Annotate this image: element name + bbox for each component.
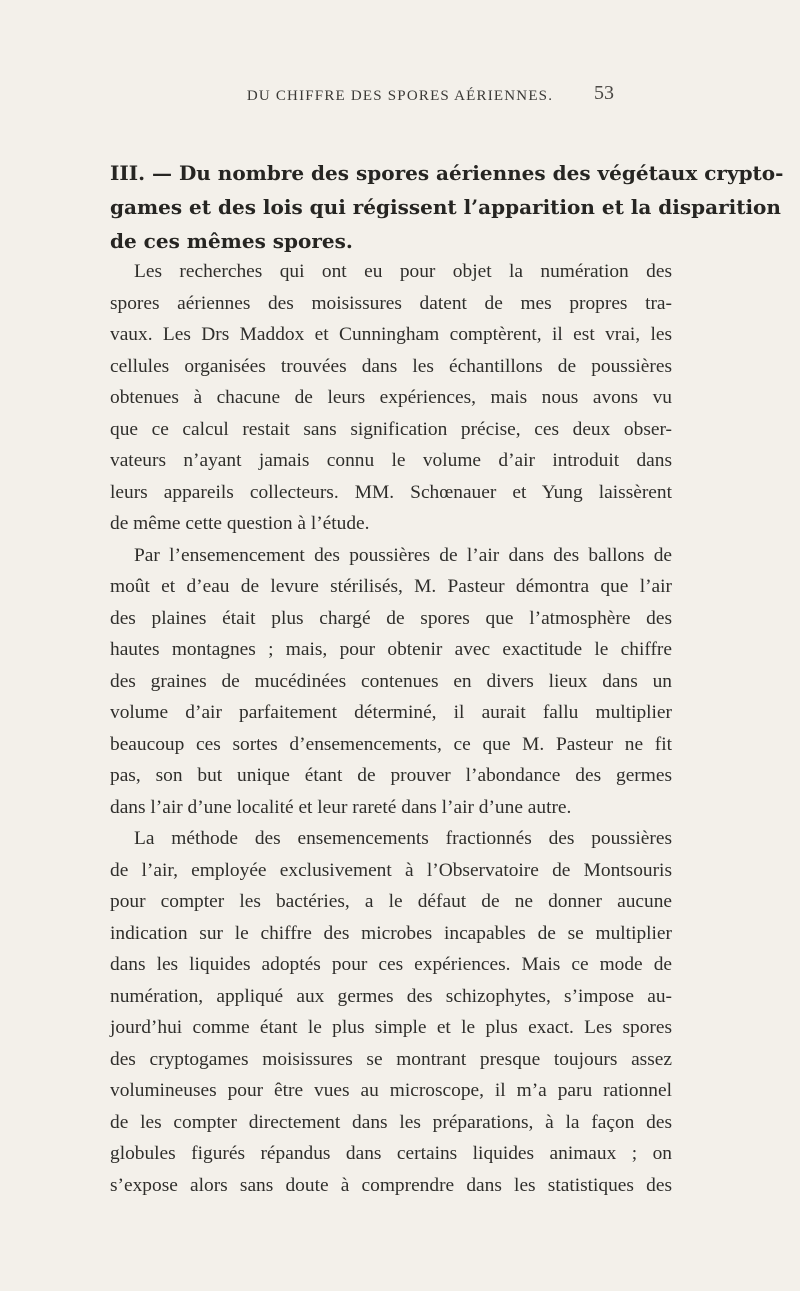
text-line: que ce calcul restait sans signification précise, ces deux obser-: [110, 418, 672, 440]
text-line: volume d’air parfaitement déterminé, il aurait fallu multiplier: [110, 702, 672, 723]
text-line: des cryptogames moisissures se montrant presque toujours assez: [110, 1048, 672, 1070]
text-line: vaux. Les Drs Maddox et Cunningham comptèrent, il est vrai, les: [110, 324, 672, 345]
text-line: volumineuses pour être vues au microscope, il m’a paru rationnel: [110, 1080, 672, 1101]
body-text: [110, 256, 672, 1201]
text-line: des graines de mucédinées contenues en divers lieux dans un: [110, 670, 672, 692]
text-line: cellules organisées trouvées dans les échantillons de poussières: [110, 355, 672, 377]
heading-line: de ces mêmes spores.: [110, 229, 353, 253]
text-line: vateurs n’ayant jamais connu le volume d’air introduit dans: [110, 450, 672, 471]
text-line: dans les liquides adoptés pour ces expériences. Mais ce mode de: [110, 954, 672, 975]
text-line: Par l’ensemencement des poussières de l’air dans des ballons de: [134, 544, 672, 566]
page-number: 53: [594, 82, 614, 104]
text-line: obtenues à chacune de leurs expériences, mais nous avons vu: [110, 387, 672, 408]
text-line: spores aériennes des moisissures datent de mes propres tra-: [110, 292, 672, 314]
heading-line: III. — Du nombre des spores aériennes des végétaux crypto-: [110, 161, 784, 185]
text-line: moût et d’eau de levure stérilisés, M. Pasteur démontra que l’air: [110, 576, 672, 597]
text-line: indication sur le chiffre des microbes incapables de se multiplier: [110, 922, 672, 944]
text-line: de l’air, employée exclusivement à l’Observatoire de Montsouris: [110, 859, 672, 881]
text-line: numération, appliqué aux germes des schizophytes, s’impose au-: [110, 985, 672, 1007]
running-head: [0, 82, 800, 112]
section-heading: [110, 156, 784, 258]
text-line: leurs appareils collecteurs. MM. Schœnauer et Yung laissèrent: [110, 481, 672, 503]
heading-line: games et des lois qui régissent l’apparition et la disparition: [110, 195, 781, 219]
text-line: La méthode des ensemencements fractionnés des poussières: [134, 828, 672, 849]
text-line: s’expose alors sans doute à comprendre dans les statistiques des: [110, 1174, 672, 1196]
running-title: DU CHIFFRE DES SPORES AÉRIENNES.: [246, 88, 554, 104]
text-line: jourd’hui comme étant le plus simple et le plus exact. Les spores: [110, 1017, 672, 1038]
text-line: globules figurés répandus dans certains liquides animaux ; on: [110, 1143, 672, 1164]
text-line: pas, son but unique étant de prouver l’abondance des germes: [110, 765, 672, 786]
text-line: hautes montagnes ; mais, pour obtenir avec exactitude le chiffre: [110, 639, 672, 660]
text-line: pour compter les bactéries, a le défaut de ne donner aucune: [110, 891, 672, 912]
text-line: beaucoup ces sortes d’ensemencements, ce que M. Pasteur ne fit: [110, 733, 672, 755]
text-line: de même cette question à l’étude.: [110, 513, 370, 534]
text-line: de les compter directement dans les préparations, à la façon des: [110, 1111, 672, 1133]
text-line: des plaines était plus chargé de spores que l’atmosphère des: [110, 607, 672, 629]
text-line: dans l’air d’une localité et leur rareté dans l’air d’une autre.: [110, 796, 572, 818]
text-line: Les recherches qui ont eu pour objet la numération des: [134, 261, 672, 282]
